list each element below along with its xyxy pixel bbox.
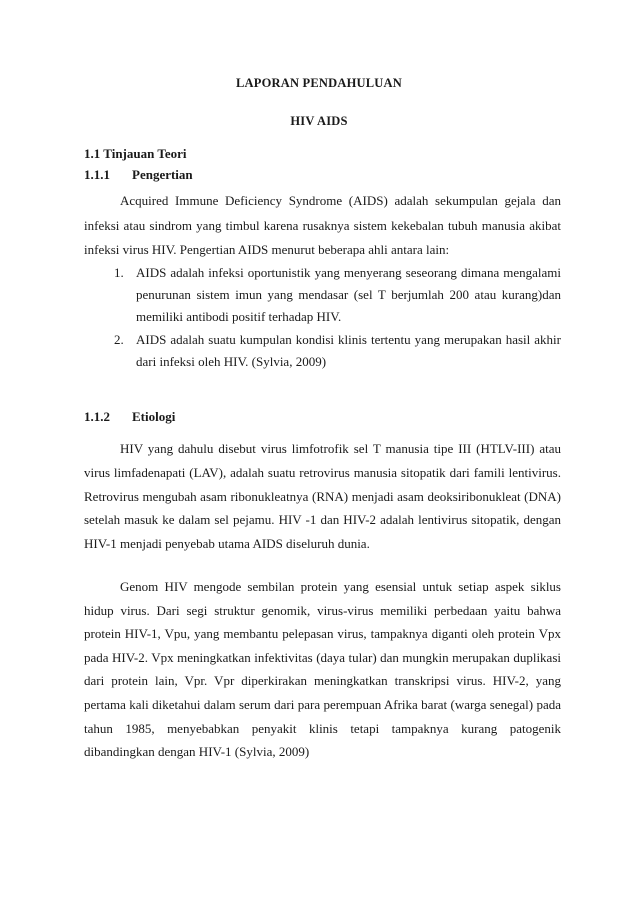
document-title: LAPORAN PENDAHULUAN	[236, 76, 402, 90]
document-subtitle: HIV AIDS	[290, 114, 348, 128]
list-item	[114, 262, 561, 328]
section-heading-etiologi	[84, 409, 175, 425]
list-marker: 2.	[114, 332, 124, 347]
section-title: Tinjauan Teori	[103, 146, 187, 161]
section-number: 1.1	[84, 146, 101, 161]
definition-list-item-2	[114, 329, 561, 373]
section-number: 1.1.1	[84, 167, 110, 182]
definition-list-item-1	[114, 262, 561, 328]
section-heading-tinjauan-teori	[84, 146, 186, 162]
etiologi-paragraph-1: HIV yang dahulu disebut virus limfotrofik sel T manusia tipe III (HTLV-III) atau virus limfadenapati (LAV), adalah suatu retrovirus manusia sitopatik dari famili lentivirus. Retrovirus mengubah asam ribonukleatnya (RNA) menjadi asam deoksiribonukleat (DNA) setelah masuk ke dalam sel pejamu. HIV -1 dan HIV-2 adalah lentivirus sitopatik, dengan HIV-1 menjadi penyebab utama AIDS diseluruh dunia.	[84, 441, 561, 552]
section-title: Pengertian	[132, 167, 193, 182]
section-heading-pengertian	[84, 167, 193, 183]
pengertian-paragraph: Acquired Immune Deficiency Syndrome (AIDS) adalah sekumpulan gejala dan infeksi atau sindrom yang timbul karena rusaknya sistem kekebalan tubuh manusia akibat infeksi virus HIV. Pengertian AIDS menurut beberapa ahli antara lain:	[84, 193, 561, 257]
list-item-text: AIDS adalah infeksi oportunistik yang menyerang seseorang dimana mengalami penurunan sistem imun yang mendasar (sel T berjumlah 200 atau kurang)dan memiliki antibodi positif terhadap HIV.	[136, 265, 561, 324]
etiologi-paragraph-2: Genom HIV mengode sembilan protein yang esensial untuk setiap aspek siklus hidup virus. Dari segi struktur genomik, virus-virus memiliki perbedaan yaitu bahwa protein HIV-1, Vpu, yang membantu pelepasan virus, tampaknya diganti oleh protein Vpx pada HIV-2. Vpx meningkatkan infektivitas (daya tular) dan mungkin merupakan duplikasi dari protein lain, Vpr. Vpr diperkirakan meningkatkan transkripsi virus. HIV-2, yang pertama kali diketahui dalam serum dari para perempuan Afrika barat (warga senegal) pada tahun 1985, menyebabkan penyakit klinis tetapi tampaknya kurang patogenik dibandingkan dengan HIV-1 (Sylvia, 2009)	[84, 579, 561, 760]
section-number: 1.1.2	[84, 409, 110, 424]
section-title: Etiologi	[132, 409, 176, 424]
list-item-text: AIDS adalah suatu kumpulan kondisi klinis tertentu yang merupakan hasil akhir dari infeksi oleh HIV. (Sylvia, 2009)	[136, 332, 561, 369]
list-marker: 1.	[114, 265, 124, 280]
list-item	[114, 329, 561, 373]
